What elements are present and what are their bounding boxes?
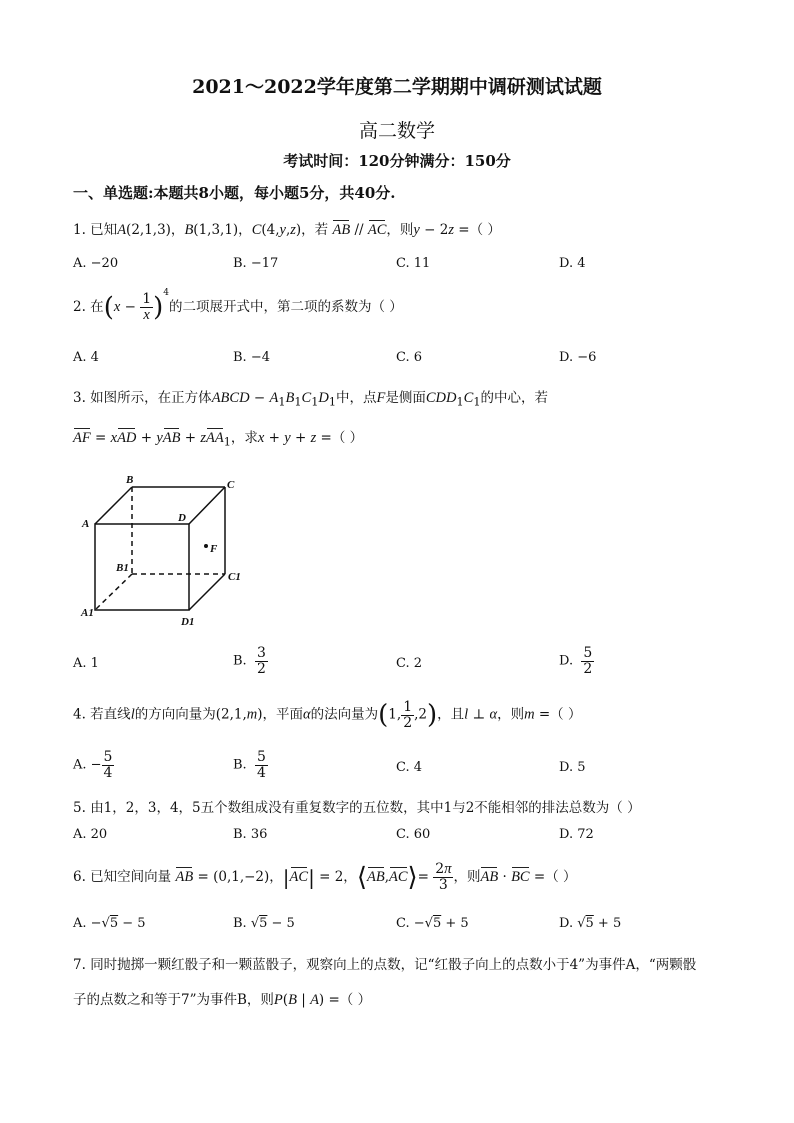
- q5-option-a: A. 20: [73, 827, 108, 842]
- label-c: C: [227, 479, 235, 491]
- q2-option-c: C. 6: [396, 350, 423, 365]
- subject-title: 高二数学: [358, 120, 435, 142]
- cube-hidden-edge: [95, 574, 132, 610]
- q3-option-b: B. $\frac{3}{2}$: [233, 645, 266, 677]
- q1-option-b: B. −17: [233, 256, 279, 271]
- label-c1: C1: [228, 571, 241, 583]
- q5-option-b: B. 36: [233, 827, 268, 842]
- q2-option-d: D. −6: [559, 350, 597, 365]
- question-2: 2. 在(x − $\frac{1}{x}$ )$^4$的二项展开式中，第二项的系数为（ ）: [73, 288, 403, 323]
- question-6: 6. 已知空间向量 AB = (0,1,−2)，|AC| = 2，⟨AB,AC⟩= $\frac{2\pi}{3}$ ，则AB · BC =（ ）: [73, 861, 577, 894]
- q1-option-c: C. 11: [396, 256, 431, 271]
- section-heading: 一、单选题:本题共8小题，每小题5分，共40分.: [73, 184, 396, 202]
- label-a: A: [82, 518, 90, 530]
- question-3-line-1: 3. 如图所示，在正方体ABCD − $A_1B_1C_1D_1$中，点F是侧面$CDD_1C_1$的中心，若: [73, 390, 549, 409]
- question-5: 5. 由1，2，3，4，5五个数组成没有重复数字的五位数，其中1与2不能相邻的排法总数为（ ）: [73, 800, 641, 816]
- point-f-dot: [204, 544, 208, 548]
- q3-option-c: C. 2: [396, 656, 423, 671]
- exam-title: 2021～2022学年度第二学期期中调研测试试题: [192, 76, 602, 98]
- q4-option-c: C. 4: [396, 760, 423, 775]
- label-d: D: [178, 512, 186, 524]
- q1-option-d: D. 4: [559, 256, 586, 271]
- label-b1: B1: [116, 562, 129, 574]
- q2-option-a: A. 4: [73, 350, 99, 365]
- cube-front-face: [95, 524, 189, 610]
- q6-option-c: C. −√5 + 5: [396, 916, 469, 931]
- q3-option-a: A. 1: [73, 656, 99, 671]
- cube-edge: [189, 574, 225, 610]
- label-b: B: [126, 474, 134, 486]
- question-7-line-2: 子的点数之和等于7”为事件B，则P(B | A) =（ ）: [73, 992, 372, 1008]
- label-f: F: [210, 543, 218, 555]
- question-1: 1. 已知A(2,1,3)，B(1,3,1)，C(4,y,z)，若 AB // AC，则y − 2z =（ ）: [73, 222, 501, 238]
- q2-option-b: B. −4: [233, 350, 270, 365]
- question-4: 4. 若直线l的方向向量为(2,1,m)，平面α的法向量为(1, $\frac{1}{2}$ ,2)，且l ⊥ α，则m =（ ）: [73, 699, 582, 731]
- question-7-line-1: 7. 同时抛掷一颗红骰子和一颗蓝骰子，观察向上的点数，记“红骰子向上的点数小于4”为事件A，“两颗骰: [73, 957, 697, 973]
- q4-option-d: D. 5: [559, 760, 586, 775]
- q6-option-b: B. √5 − 5: [233, 916, 295, 931]
- q4-option-b: B. $\frac{5}{4}$: [233, 749, 266, 781]
- exam-info: 考试时间：120分钟满分：150分: [283, 152, 511, 170]
- label-d1: D1: [181, 616, 195, 628]
- q6-option-d: D. √5 + 5: [559, 916, 622, 931]
- question-3-line-2: AF = xAD + yAB + zAA$_1$，求x + y + z =（ ）: [73, 430, 364, 449]
- cube-edge: [189, 487, 225, 524]
- q3-option-d: D. $\frac{5}{2}$: [559, 645, 593, 677]
- q5-option-c: C. 60: [396, 827, 431, 842]
- label-a1: A1: [81, 607, 94, 619]
- cube-edge: [95, 487, 132, 524]
- q5-option-d: D. 72: [559, 827, 594, 842]
- cube-figure: [75, 470, 250, 630]
- q4-option-a: A. − $\frac{5}{4}$: [73, 749, 113, 781]
- q6-option-a: A. −√5 − 5: [73, 916, 146, 931]
- q1-option-a: A. −20: [73, 256, 119, 271]
